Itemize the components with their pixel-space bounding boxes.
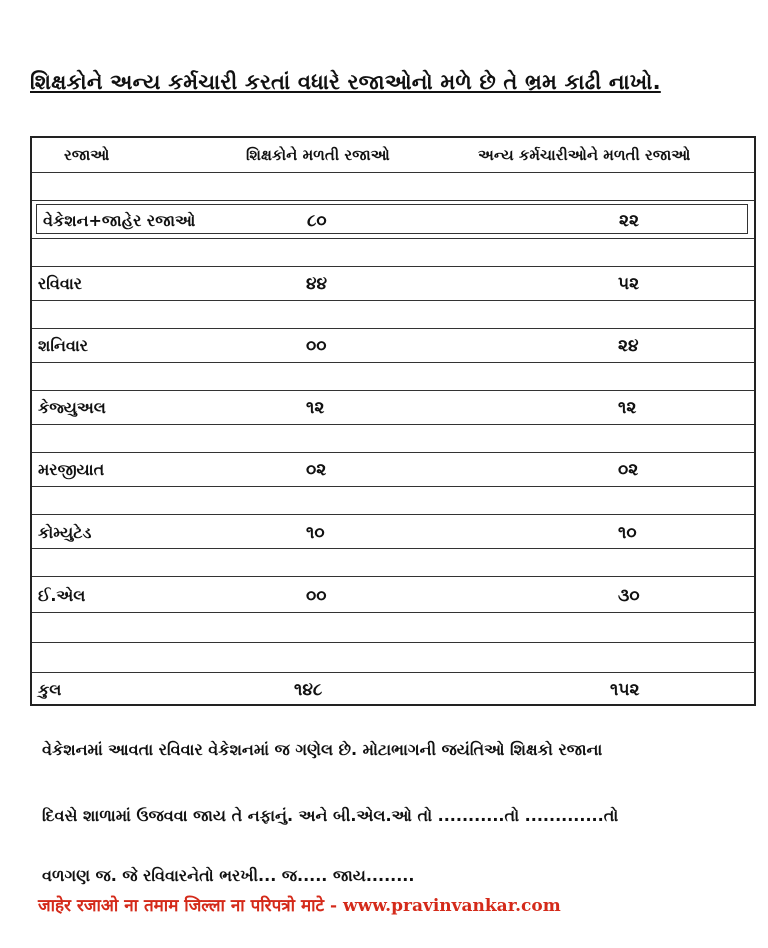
table-row bbox=[32, 454, 754, 484]
note-line: વળગણ જ. જે રવિવારનેતો ભરખી... જ..... જાય........ bbox=[42, 866, 415, 885]
divider bbox=[32, 266, 754, 267]
row-label: ઈ.એલ bbox=[38, 586, 86, 605]
total-label: કુલ bbox=[38, 680, 62, 699]
table-row bbox=[32, 330, 754, 360]
table-row bbox=[36, 204, 748, 234]
table-row bbox=[32, 268, 754, 298]
divider bbox=[32, 612, 754, 613]
divider bbox=[32, 642, 754, 643]
divider bbox=[32, 452, 754, 453]
table-row bbox=[32, 392, 754, 422]
row-teachers: ૮૦ bbox=[307, 211, 327, 231]
divider bbox=[32, 328, 754, 329]
leave-table bbox=[30, 136, 756, 706]
divider bbox=[32, 390, 754, 391]
divider bbox=[32, 548, 754, 549]
row-others: ૦૨ bbox=[618, 460, 639, 480]
row-others: ૩૦ bbox=[618, 586, 640, 606]
header-teachers: શિક્ષકોને મળતી રજાઓ bbox=[246, 146, 390, 164]
divider bbox=[32, 200, 754, 201]
row-others: ૨૪ bbox=[618, 336, 639, 356]
row-others: ૧૨ bbox=[618, 398, 637, 418]
divider bbox=[32, 300, 754, 301]
divider bbox=[32, 672, 754, 673]
row-teachers: ૪૪ bbox=[306, 274, 328, 294]
header-others: અન્ય કર્મચારીઓને મળતી રજાઓ bbox=[478, 146, 691, 164]
total-teachers: ૧૪૮ bbox=[294, 680, 323, 700]
row-others: ૧૦ bbox=[618, 523, 637, 543]
divider bbox=[32, 238, 754, 239]
row-label: વેકેશન+જાહેર રજાઓ bbox=[43, 211, 196, 230]
table-row bbox=[32, 580, 754, 610]
divider bbox=[32, 576, 754, 577]
row-others: ૨૨ bbox=[619, 211, 639, 231]
header-leaves: રજાઓ bbox=[64, 146, 110, 164]
row-label: મરજીયાત bbox=[38, 460, 105, 479]
note-line: વેકેશનમાં આવતા રવિવાર વેકેશનમાં જ ગણેલ છે. મોટાભાગની જયંતિઓ શિક્ષકો રજાના bbox=[42, 740, 603, 759]
table-row bbox=[32, 517, 754, 547]
row-teachers: ૧૨ bbox=[306, 398, 325, 418]
page-title: શિક્ષકોને અન્ય કર્મચારી કરતાં વધારે રજાઓનો મળે છે તે ભ્રમ કાઢી નાખો. bbox=[30, 70, 661, 94]
row-teachers: ૧૦ bbox=[306, 523, 325, 543]
total-row bbox=[32, 674, 754, 704]
divider bbox=[32, 362, 754, 363]
row-label: કેજ્યુઅલ bbox=[38, 398, 106, 417]
row-label: રવિવાર bbox=[38, 274, 83, 293]
divider bbox=[32, 514, 754, 515]
divider bbox=[32, 486, 754, 487]
row-teachers: ૦૦ bbox=[306, 586, 327, 606]
divider bbox=[32, 424, 754, 425]
footer-text: जाहेर रजाओ ना तमाम जिल्ला ना परिपत्रो माटे - www.pravinvankar.com bbox=[38, 896, 561, 916]
row-label: કોમ્યુટેડ bbox=[38, 523, 92, 542]
row-label: શનિવાર bbox=[38, 336, 89, 355]
note-line: દિવસે શાળામાં ઉજવવા જાય તે નફાનું. અને બી.એલ.ઓ તો ...........તો .............તો bbox=[42, 806, 619, 825]
divider bbox=[32, 172, 754, 173]
total-others: ૧૫૨ bbox=[610, 680, 640, 700]
row-teachers: ૦૨ bbox=[306, 460, 327, 480]
row-teachers: ૦૦ bbox=[306, 336, 327, 356]
row-others: ૫૨ bbox=[618, 274, 640, 294]
